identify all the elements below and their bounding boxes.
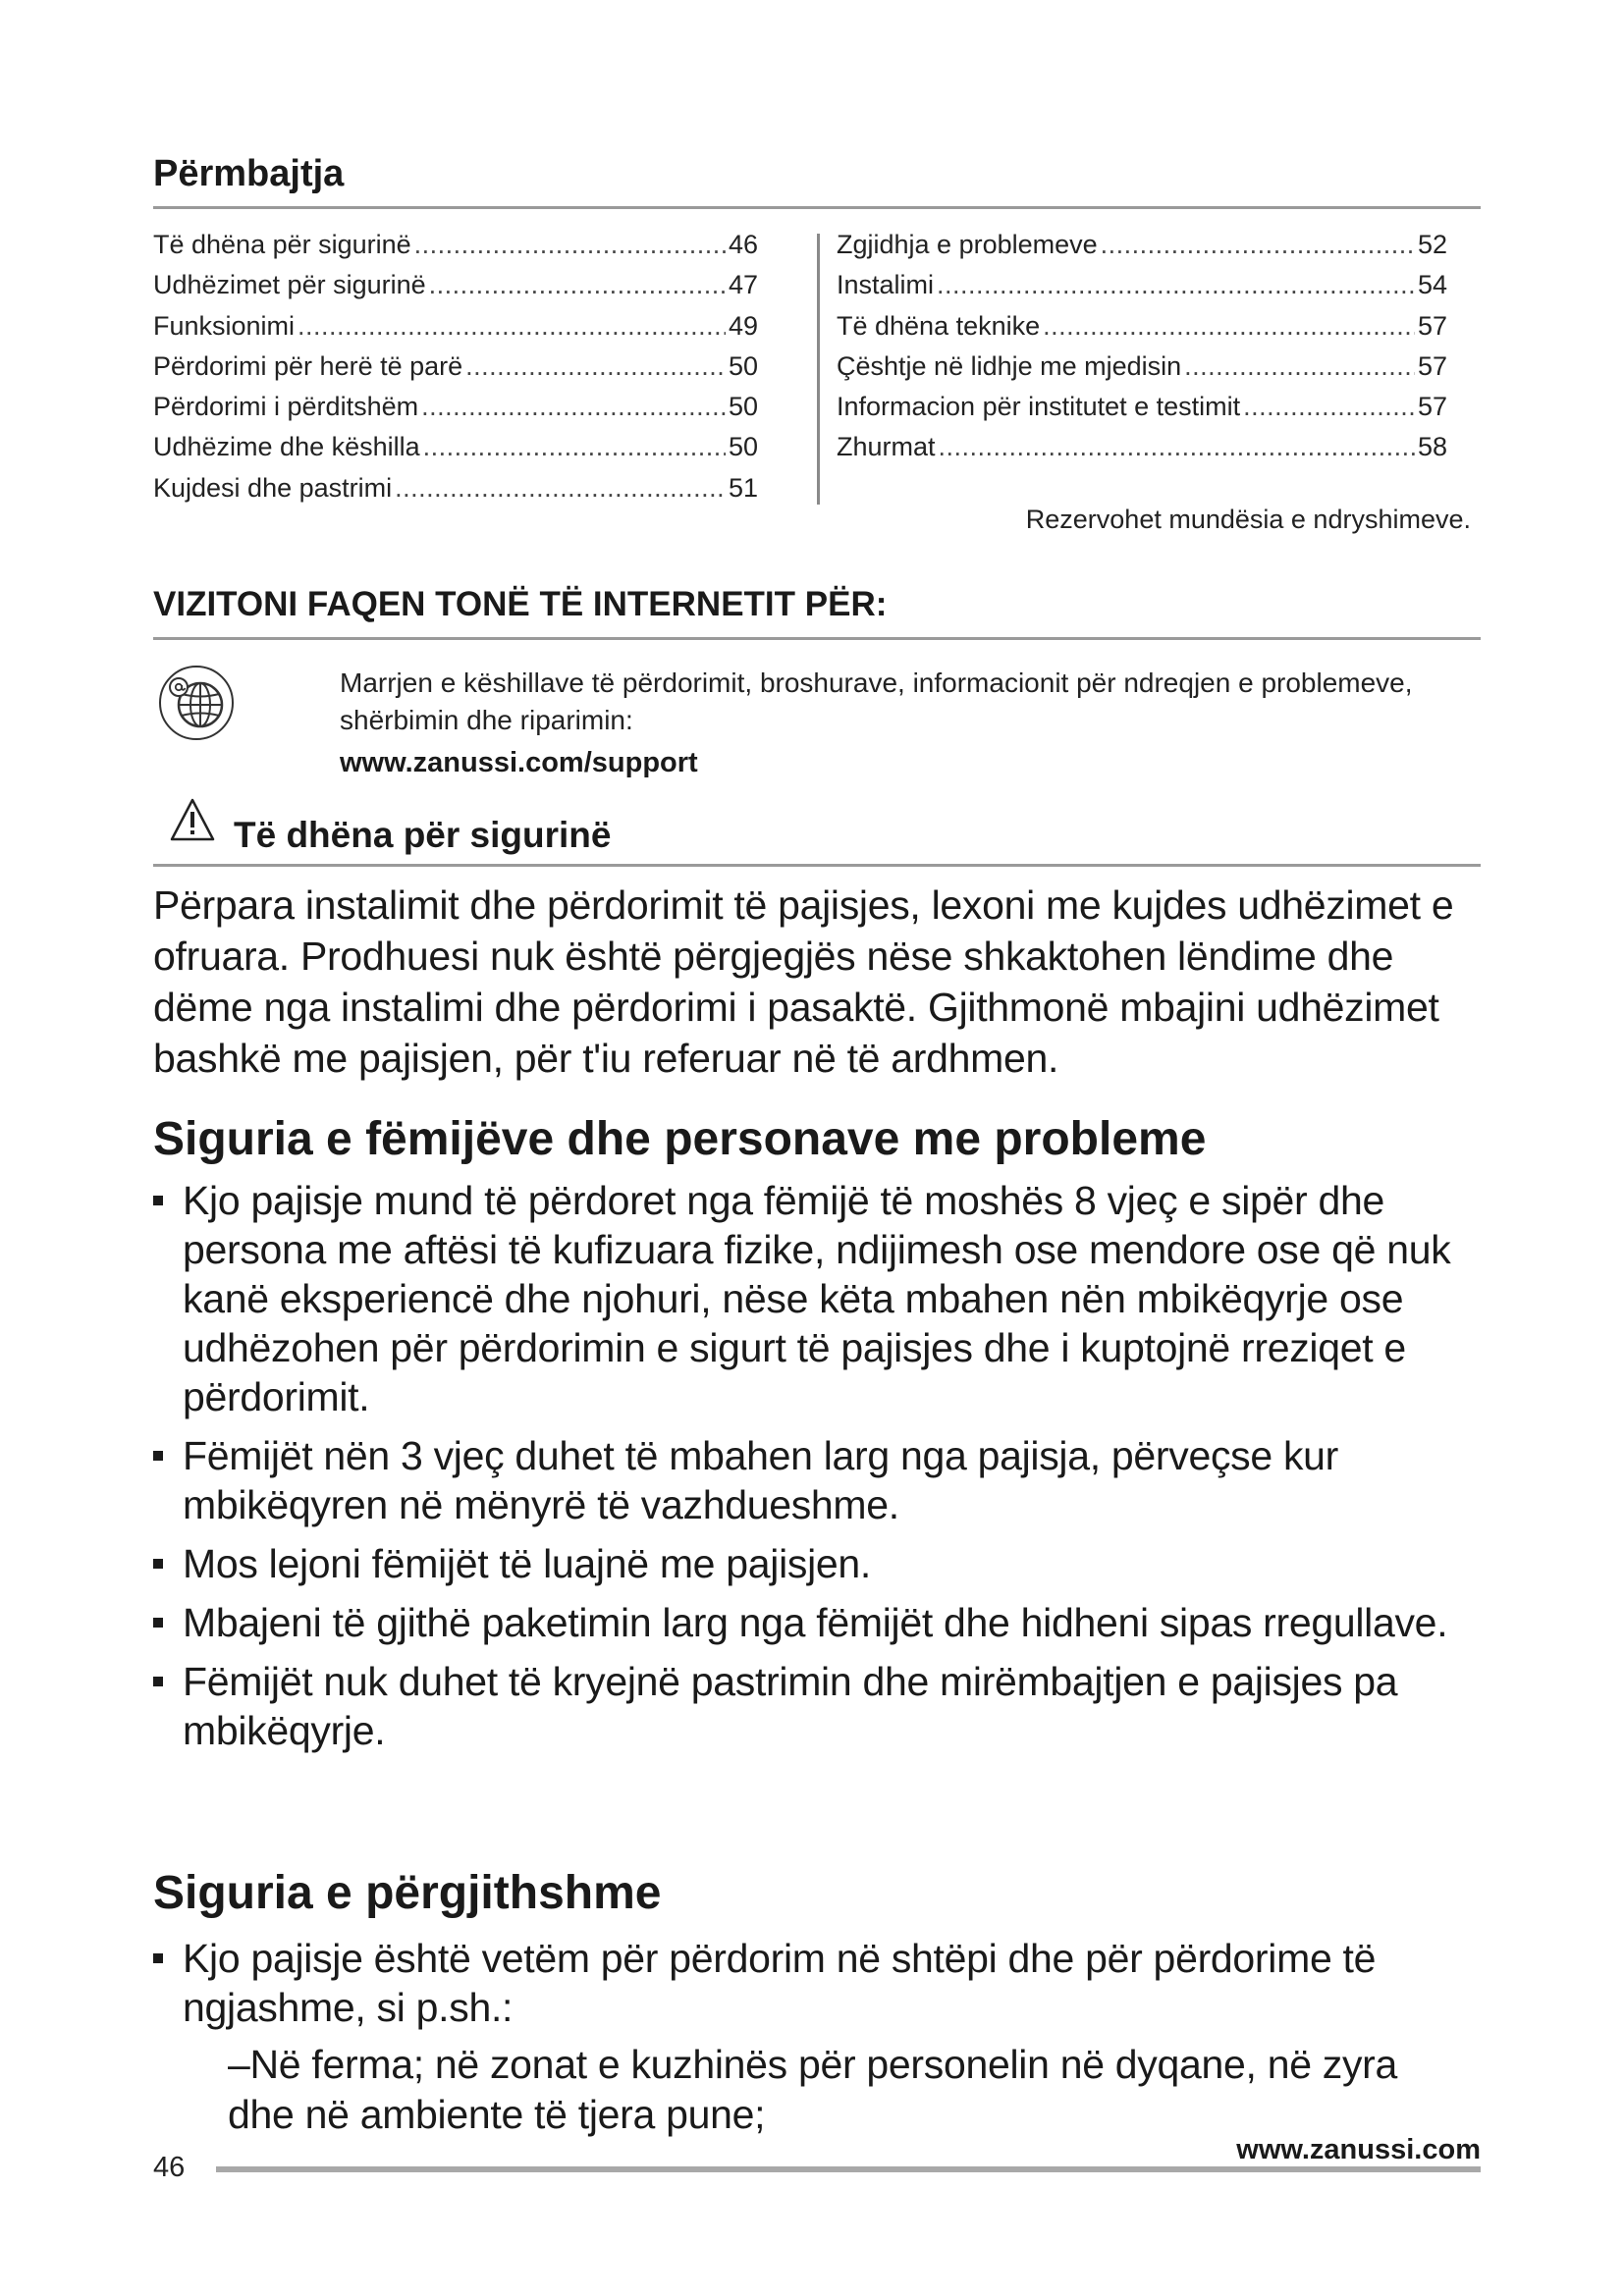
toc-entry-page: 57 (1417, 350, 1447, 381)
toc-leader-dots (298, 311, 726, 342)
toc-entry[interactable] (153, 473, 758, 513)
toc-leader-dots (937, 270, 1415, 300)
toc-leader-dots (1101, 230, 1415, 260)
toc-entry[interactable] (837, 230, 1447, 270)
sub-list-item: –Në ferma; në zonat e kuzhinës për personelin në dyqane, në zyra dhe në ambiente të tjera pune; (228, 2042, 1398, 2137)
toc-entry-page: 51 (728, 472, 758, 503)
children-safety-list (153, 1176, 1489, 1765)
toc-entry-label: Instalimi (837, 270, 935, 300)
toc-entry-label: Të dhëna teknike (837, 310, 1041, 341)
page-number: 46 (153, 2152, 186, 2183)
toc-leader-dots (395, 473, 726, 504)
general-safety-list (153, 1934, 1489, 2042)
safety-info-title: Të dhëna për sigurinë (234, 815, 612, 855)
toc-entry-page: 57 (1417, 392, 1447, 422)
list-item: Kjo pajisje mund të përdoret nga fëmijë të moshës 8 vjeç e sipër dhe persona me aftësi të kufizuara fizike, ndijimesh ose mendore ose që nuk kanë eksperiencë dhe njohuri, nëse këta mbahen nën mbikëqyrje ose udhëzohen për përdorimin e sigurt të pajisjes dhe i kuptojnë rreziqet e përdorimit. (153, 1176, 1489, 1421)
toc-leader-dots (1043, 311, 1415, 342)
visit-description: Marrjen e këshillave të përdorimit, broshurave, informacionit për ndreqjen e problemeve, shërbimin dhe riparimin: (340, 667, 1413, 735)
children-safety-heading: Siguria e fëmijëve dhe personave me probleme (153, 1113, 1207, 1165)
toc-title: Përmbajtja (153, 153, 345, 194)
toc-entry-page: 58 (1417, 432, 1447, 462)
toc-entry-page: 50 (728, 432, 758, 462)
toc-leader-dots (414, 230, 726, 260)
toc-entry-page: 49 (728, 310, 758, 341)
toc-leader-dots (1243, 392, 1415, 422)
toc-entry-label: Të dhëna për sigurinë (153, 230, 411, 259)
toc-entry-label: Informacion për institutet e testimit (837, 392, 1241, 422)
list-item: Fëmijët nën 3 vjeç duhet të mbahen larg nga pajisja, përveçse kur mbikëqyren në mënyrë të vazhdueshme. (153, 1431, 1489, 1529)
list-item: Mbajeni të gjithë paketimin larg nga fëmijët dhe hidheni sipas rregullave. (153, 1598, 1489, 1647)
support-link[interactable]: www.zanussi.com/support (340, 747, 698, 778)
toc-entry-page: 54 (1417, 270, 1447, 300)
list-item: Kjo pajisje është vetëm për përdorim në shtëpi dhe për përdorime të ngjashme, si p.sh.: (153, 1934, 1489, 2032)
toc-column-divider (817, 234, 820, 505)
toc-entry[interactable] (837, 311, 1447, 351)
toc-entry[interactable] (153, 432, 758, 472)
toc-entry-label: Zhurmat (837, 432, 936, 462)
toc-entry[interactable] (153, 311, 758, 351)
globe-icon (157, 664, 236, 742)
footer-website-link[interactable]: www.zanussi.com (1236, 2134, 1481, 2165)
toc-entry-page: 50 (728, 392, 758, 422)
toc-leader-dots (1184, 351, 1415, 382)
footer-rule (216, 2166, 1481, 2172)
toc-entry-label: Udhëzimet për sigurinë (153, 270, 426, 300)
toc-entry-label: Përdorimi për herë të parë (153, 350, 463, 381)
toc-divider-rule (153, 206, 1481, 209)
toc-entry-page: 50 (728, 350, 758, 381)
toc-entry-label: Çështje në lidhje me mjedisin (837, 350, 1182, 381)
safety-intro-paragraph: Përpara instalimit dhe përdorimit të pajisjes, lexoni me kujdes udhëzimet e ofruara. Prodhuesi nuk është përgjegjës nëse shkaktohen lëndime dhe dëme nga instalimi dhe përdorimi i pasaktë. Gjithmonë mbajini udhëzimet bashkë me pajisjen, për t'iu referuar në të ardhmen. (153, 882, 1454, 1081)
reserve-note: Rezervohet mundësia e ndryshimeve. (1025, 505, 1471, 534)
toc-entry-page: 57 (1417, 310, 1447, 341)
toc-leader-dots (421, 392, 726, 422)
toc-entry-label: Përdorimi i përditshëm (153, 392, 419, 422)
toc-leader-dots (465, 351, 726, 382)
toc-entry-page: 46 (728, 230, 758, 259)
toc-entry-label: Funksionimi (153, 310, 296, 341)
warning-icon (169, 797, 216, 842)
visit-divider-rule (153, 637, 1481, 640)
toc-leader-dots (939, 432, 1415, 462)
toc-entry[interactable] (153, 230, 758, 270)
toc-entry-label: Zgjidhja e problemeve (837, 230, 1098, 259)
toc-entry[interactable] (153, 270, 758, 310)
safety-divider-rule (153, 864, 1481, 867)
toc-right-column (837, 230, 1447, 473)
toc-entry-label: Udhëzime dhe këshilla (153, 432, 420, 462)
toc-left-column (153, 230, 758, 513)
toc-entry[interactable] (837, 432, 1447, 472)
toc-entry[interactable] (837, 270, 1447, 310)
toc-entry-label: Kujdesi dhe pastrimi (153, 472, 393, 503)
toc-entry-page: 47 (728, 270, 758, 300)
toc-entry[interactable] (153, 392, 758, 432)
toc-entry-page: 52 (1417, 230, 1447, 259)
toc-leader-dots (429, 270, 726, 300)
list-item: Fëmijët nuk duhet të kryejnë pastrimin dhe mirëmbajtjen e pajisjes pa mbikëqyrje. (153, 1657, 1489, 1755)
list-item: Mos lejoni fëmijët të luajnë me pajisjen. (153, 1539, 1489, 1588)
toc-entry[interactable] (153, 351, 758, 392)
toc-leader-dots (423, 432, 726, 462)
general-safety-heading: Siguria e përgjithshme (153, 1867, 662, 1919)
visit-website-title: VIZITONI FAQEN TONË TË INTERNETIT PËR: (153, 585, 888, 623)
toc-entry[interactable] (837, 392, 1447, 432)
toc-entry[interactable] (837, 351, 1447, 392)
